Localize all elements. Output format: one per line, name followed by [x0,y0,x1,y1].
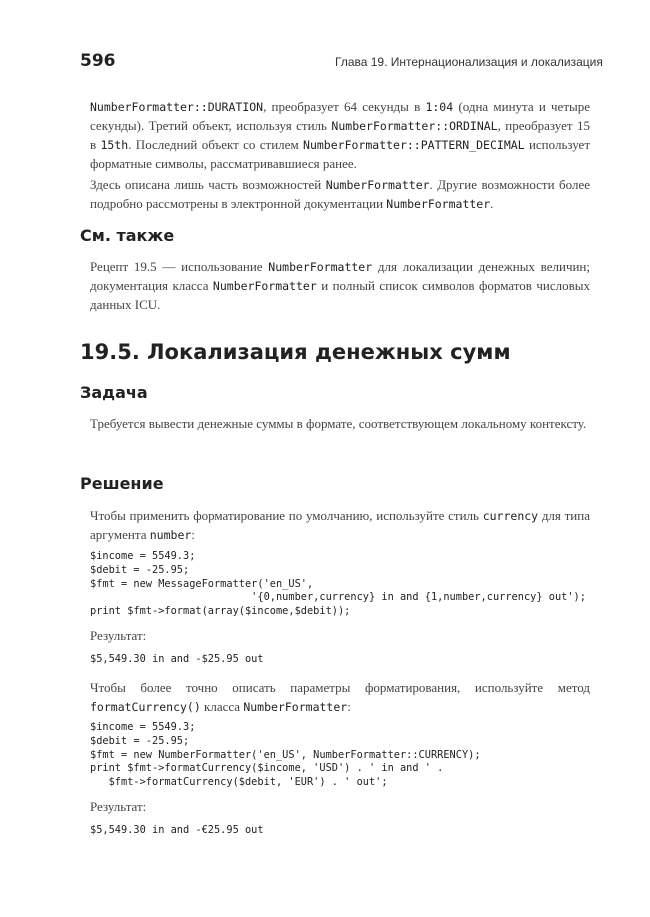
paragraph [90,175,590,213]
inline-code: NumberFormatter [325,178,430,192]
running-title: Глава 19. Интернационализация и локализация [335,55,603,69]
subsection-heading: См. также [80,226,175,245]
text-run: . Другие возможности более подробно рассмотрены в электронной документации [90,177,590,211]
inline-code: formatCurrency() [90,700,201,714]
paragraph [90,797,590,816]
text-run: для локализации денежных величин; документация класса [90,259,591,293]
text-run: , преобразует 15 в [90,118,590,152]
text-run: : [191,527,195,542]
inline-code: NumberFormatter::PATTERN_DECIMAL [303,138,525,152]
text-run: : [347,699,351,714]
text-run: Чтобы применить форматирование по умолчанию, используйте стиль [90,508,483,523]
paragraph [90,626,590,645]
text-run: , преобразует 64 секунды в [263,99,426,114]
text-run: Результат: [90,799,147,814]
code-block: $income = 5549.3; $debit = -25.95; $fmt = new NumberFormatter('en_US', NumberFormatter::CURRENCY); print $fmt->formatCurrency($income, 'USD') . ' in and ' . $fmt->formatCurrency($debit, 'EUR') . ' out'; [90,721,481,789]
inline-code: NumberFormatter [212,279,317,293]
code-block: $income = 5549.3; $debit = -25.95; $fmt = new MessageFormatter('en_US', '{0,number,currency} in and {1,number,currency} out'); print $fmt->format(array($income,$debit)); [90,550,586,618]
code-block: $5,549.30 in and -€25.95 out [90,824,264,836]
subsection-heading: Решение [80,474,164,493]
text-run: (одна минута и четыре секунды). Третий объект, используя стиль [90,99,591,133]
paragraph [90,257,590,314]
subsection-heading: Задача [80,383,148,402]
paragraph [90,506,590,544]
text-run: Результат: [90,628,147,643]
text-run: класса [200,699,244,714]
text-run: и полный список символов форматов числовых данных ICU. [90,278,590,312]
paragraph [90,414,590,433]
text-run: . [490,196,494,211]
text-run: для типа аргумента [90,508,590,542]
inline-code: NumberFormatter::DURATION [90,100,264,114]
inline-code: 1:04 [425,100,454,114]
text-run: . Последний объект со стилем [128,137,304,152]
code-block: $5,549.30 in and -$25.95 out [90,653,264,665]
section-title: 19.5. Локализация денежных сумм [80,340,511,364]
text-run: Здесь описана лишь часть возможностей [90,177,326,192]
inline-code: number [149,528,192,542]
text-run: использует форматные символы, рассматривавшиеся ранее. [90,137,591,171]
inline-code: 15th [100,138,129,152]
text-run: Чтобы более точно описать параметры форматирования, используйте метод [90,680,590,695]
text-run: Рецепт 19.5 — использование [90,259,269,274]
inline-code: NumberFormatter [386,197,491,211]
inline-code: currency [482,509,539,523]
inline-code: NumberFormatter [243,700,348,714]
paragraph [90,97,590,173]
paragraph [90,678,590,716]
text-run: Требуется вывести денежные суммы в формате, соответствующем локальному контексту. [90,416,587,431]
page-number: 596 [80,51,116,71]
inline-code: NumberFormatter::ORDINAL [331,119,498,133]
inline-code: NumberFormatter [268,260,373,274]
